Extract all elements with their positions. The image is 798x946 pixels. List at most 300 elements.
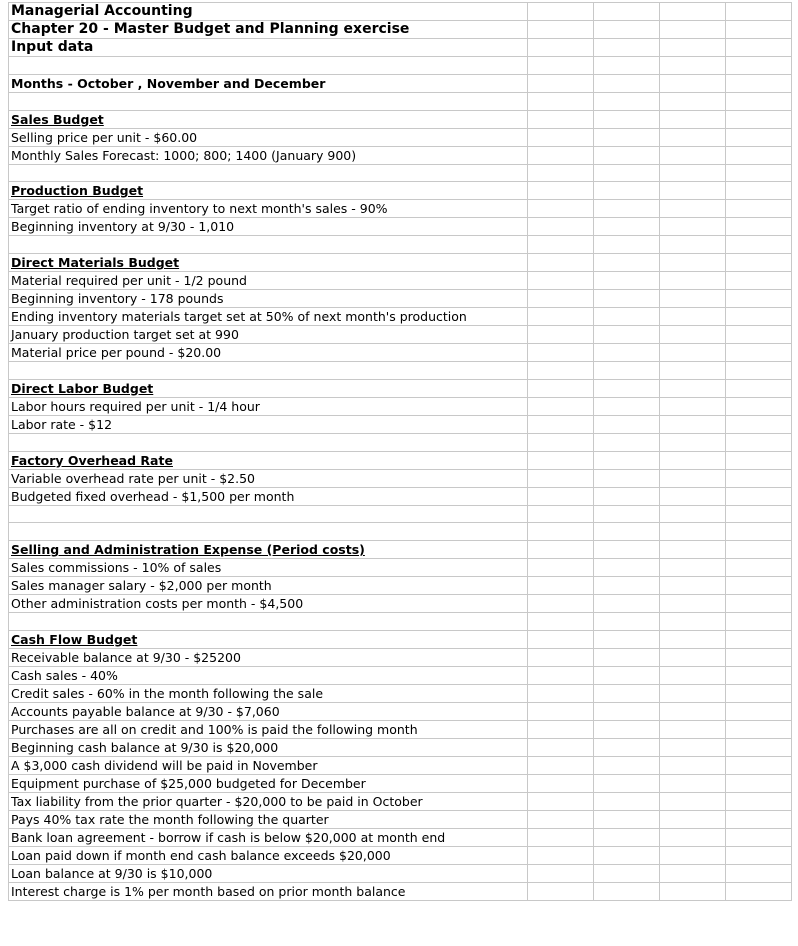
cell-a[interactable] <box>9 92 528 110</box>
cell-text: Chapter 20 - Master Budget and Planning exercise <box>11 21 410 37</box>
cell-empty[interactable] <box>528 254 594 272</box>
cell-empty[interactable] <box>594 433 660 451</box>
cell-empty[interactable] <box>726 577 792 595</box>
cell-empty[interactable] <box>660 720 726 738</box>
cell-empty[interactable] <box>528 362 594 380</box>
cell-empty[interactable] <box>660 21 726 39</box>
cell-empty[interactable] <box>660 326 726 344</box>
cell-text: Target ratio of ending inventory to next month's sales - 90% <box>11 201 388 217</box>
cell-text: Managerial Accounting <box>11 3 193 19</box>
cell-empty[interactable] <box>726 92 792 110</box>
cell-a[interactable] <box>9 577 528 595</box>
sheet-row <box>9 254 792 272</box>
cell-text: Beginning inventory - 178 pounds <box>11 291 224 307</box>
cell-a[interactable] <box>9 828 528 846</box>
cell-a[interactable] <box>9 595 528 613</box>
cell-empty[interactable] <box>726 433 792 451</box>
cell-empty[interactable] <box>594 362 660 380</box>
cell-empty[interactable] <box>528 200 594 218</box>
cell-empty[interactable] <box>660 846 726 864</box>
cell-empty[interactable] <box>660 882 726 900</box>
cell-empty[interactable] <box>594 92 660 110</box>
cell-empty[interactable] <box>528 882 594 900</box>
cell-empty[interactable] <box>594 39 660 57</box>
cell-empty[interactable] <box>528 487 594 505</box>
cell-empty[interactable] <box>594 523 660 541</box>
cell-text: Interest charge is 1% per month based on prior month balance <box>11 883 406 899</box>
cell-empty[interactable] <box>660 254 726 272</box>
cell-empty[interactable] <box>726 882 792 900</box>
sheet-row <box>9 110 792 128</box>
cell-a[interactable] <box>9 415 528 433</box>
cell-empty[interactable] <box>528 738 594 756</box>
cell-empty[interactable] <box>726 344 792 362</box>
cell-empty[interactable] <box>660 397 726 415</box>
sheet-row <box>9 164 792 182</box>
cell-a[interactable] <box>9 433 528 451</box>
cell-empty[interactable] <box>726 164 792 182</box>
cell-text: Purchases are all on credit and 100% is paid the following month <box>11 721 418 737</box>
cell-empty[interactable] <box>594 720 660 738</box>
cell-a[interactable] <box>9 864 528 882</box>
cell-empty[interactable] <box>726 774 792 792</box>
cell-empty[interactable] <box>594 218 660 236</box>
cell-empty[interactable] <box>594 308 660 326</box>
cell-empty[interactable] <box>726 3 792 21</box>
cell-empty[interactable] <box>528 864 594 882</box>
cell-empty[interactable] <box>528 128 594 146</box>
cell-empty[interactable] <box>528 810 594 828</box>
cell-empty[interactable] <box>594 254 660 272</box>
cell-empty[interactable] <box>726 559 792 577</box>
cell-empty[interactable] <box>594 290 660 308</box>
cell-a[interactable] <box>9 469 528 487</box>
cell-empty[interactable] <box>660 810 726 828</box>
sheet-row <box>9 21 792 39</box>
cell-empty[interactable] <box>594 236 660 254</box>
cell-empty[interactable] <box>726 218 792 236</box>
cell-a[interactable] <box>9 738 528 756</box>
cell-empty[interactable] <box>528 684 594 702</box>
cell-empty[interactable] <box>528 3 594 21</box>
cell-a[interactable] <box>9 128 528 146</box>
cell-empty[interactable] <box>726 702 792 720</box>
cell-empty[interactable] <box>594 397 660 415</box>
cell-a[interactable] <box>9 326 528 344</box>
cell-empty[interactable] <box>726 254 792 272</box>
cell-a[interactable] <box>9 110 528 128</box>
cell-empty[interactable] <box>594 379 660 397</box>
cell-empty[interactable] <box>528 828 594 846</box>
cell-empty[interactable] <box>594 559 660 577</box>
cell-a[interactable] <box>9 810 528 828</box>
cell-a[interactable] <box>9 523 528 541</box>
cell-empty[interactable] <box>660 39 726 57</box>
cell-a[interactable] <box>9 756 528 774</box>
cell-a[interactable] <box>9 487 528 505</box>
cell-empty[interactable] <box>528 92 594 110</box>
cell-empty[interactable] <box>726 630 792 648</box>
cell-empty[interactable] <box>660 541 726 559</box>
sheet-row <box>9 864 792 882</box>
cell-empty[interactable] <box>594 57 660 75</box>
cell-empty[interactable] <box>660 630 726 648</box>
cell-text: Budgeted fixed overhead - $1,500 per month <box>11 488 295 504</box>
cell-a[interactable] <box>9 559 528 577</box>
cell-empty[interactable] <box>660 487 726 505</box>
sheet-row <box>9 541 792 559</box>
cell-a[interactable] <box>9 397 528 415</box>
cell-a[interactable] <box>9 684 528 702</box>
cell-text: Production Budget <box>11 183 144 199</box>
cell-a[interactable] <box>9 200 528 218</box>
cell-text: Sales commissions - 10% of sales <box>11 560 222 576</box>
sheet-row <box>9 792 792 810</box>
cell-empty[interactable] <box>528 505 594 523</box>
cell-empty[interactable] <box>660 344 726 362</box>
cell-a[interactable] <box>9 74 528 92</box>
cell-empty[interactable] <box>528 74 594 92</box>
cell-empty[interactable] <box>660 577 726 595</box>
cell-empty[interactable] <box>594 702 660 720</box>
cell-empty[interactable] <box>660 128 726 146</box>
cell-a[interactable] <box>9 344 528 362</box>
cell-empty[interactable] <box>528 182 594 200</box>
cell-empty[interactable] <box>528 379 594 397</box>
cell-empty[interactable] <box>726 469 792 487</box>
cell-empty[interactable] <box>660 523 726 541</box>
cell-a[interactable] <box>9 182 528 200</box>
sheet-row <box>9 828 792 846</box>
cell-empty[interactable] <box>528 218 594 236</box>
cell-empty[interactable] <box>594 613 660 631</box>
cell-empty[interactable] <box>726 684 792 702</box>
cell-empty[interactable] <box>660 146 726 164</box>
cell-empty[interactable] <box>594 684 660 702</box>
cell-empty[interactable] <box>726 756 792 774</box>
cell-empty[interactable] <box>528 326 594 344</box>
cell-empty[interactable] <box>528 164 594 182</box>
cell-a[interactable] <box>9 39 528 57</box>
cell-empty[interactable] <box>660 451 726 469</box>
sheet-row <box>9 362 792 380</box>
cell-empty[interactable] <box>528 774 594 792</box>
cell-a[interactable] <box>9 21 528 39</box>
cell-empty[interactable] <box>726 236 792 254</box>
sheet-row <box>9 182 792 200</box>
cell-empty[interactable] <box>594 146 660 164</box>
cell-empty[interactable] <box>726 290 792 308</box>
cell-empty[interactable] <box>528 110 594 128</box>
cell-a[interactable] <box>9 290 528 308</box>
cell-text: Material required per unit - 1/2 pound <box>11 273 247 289</box>
cell-empty[interactable] <box>528 433 594 451</box>
cell-empty[interactable] <box>726 541 792 559</box>
cell-empty[interactable] <box>726 613 792 631</box>
cell-empty[interactable] <box>594 110 660 128</box>
cell-empty[interactable] <box>660 218 726 236</box>
cell-empty[interactable] <box>726 128 792 146</box>
cell-empty[interactable] <box>528 666 594 684</box>
cell-empty[interactable] <box>594 21 660 39</box>
cell-empty[interactable] <box>528 541 594 559</box>
cell-text: Tax liability from the prior quarter - $20,000 to be paid in October <box>11 793 423 809</box>
cell-empty[interactable] <box>594 469 660 487</box>
cell-a[interactable] <box>9 792 528 810</box>
cell-empty[interactable] <box>594 272 660 290</box>
cell-empty[interactable] <box>594 666 660 684</box>
cell-empty[interactable] <box>594 756 660 774</box>
cell-empty[interactable] <box>528 290 594 308</box>
cell-text: Sales manager salary - $2,000 per month <box>11 578 272 594</box>
cell-empty[interactable] <box>594 128 660 146</box>
cell-empty[interactable] <box>726 182 792 200</box>
cell-empty[interactable] <box>528 720 594 738</box>
cell-a[interactable] <box>9 702 528 720</box>
cell-empty[interactable] <box>660 469 726 487</box>
sheet-row <box>9 505 792 523</box>
cell-empty[interactable] <box>726 864 792 882</box>
cell-text: Direct Labor Budget <box>11 380 154 396</box>
cell-empty[interactable] <box>726 110 792 128</box>
cell-empty[interactable] <box>528 308 594 326</box>
cell-empty[interactable] <box>528 236 594 254</box>
cell-a[interactable] <box>9 666 528 684</box>
sheet-row <box>9 451 792 469</box>
sheet-row <box>9 774 792 792</box>
cell-empty[interactable] <box>660 92 726 110</box>
cell-empty[interactable] <box>726 666 792 684</box>
cell-text: Cash sales - 40% <box>11 667 118 683</box>
cell-empty[interactable] <box>660 828 726 846</box>
cell-empty[interactable] <box>528 21 594 39</box>
cell-empty[interactable] <box>594 595 660 613</box>
cell-empty[interactable] <box>726 523 792 541</box>
cell-empty[interactable] <box>726 720 792 738</box>
cell-empty[interactable] <box>528 630 594 648</box>
cell-empty[interactable] <box>660 505 726 523</box>
cell-empty[interactable] <box>726 21 792 39</box>
cell-empty[interactable] <box>594 577 660 595</box>
cell-empty[interactable] <box>660 595 726 613</box>
cell-text: Equipment purchase of $25,000 budgeted for December <box>11 775 366 791</box>
cell-empty[interactable] <box>726 828 792 846</box>
cell-empty[interactable] <box>726 451 792 469</box>
cell-a[interactable] <box>9 774 528 792</box>
cell-empty[interactable] <box>726 792 792 810</box>
cell-text: Sales Budget <box>11 111 104 127</box>
cell-empty[interactable] <box>594 164 660 182</box>
cell-empty[interactable] <box>660 648 726 666</box>
cell-empty[interactable] <box>660 684 726 702</box>
cell-empty[interactable] <box>660 792 726 810</box>
cell-empty[interactable] <box>594 864 660 882</box>
cell-empty[interactable] <box>528 577 594 595</box>
sheet-row <box>9 630 792 648</box>
sheet-row <box>9 218 792 236</box>
cell-empty[interactable] <box>594 3 660 21</box>
cell-empty[interactable] <box>660 613 726 631</box>
cell-empty[interactable] <box>660 756 726 774</box>
cell-empty[interactable] <box>594 415 660 433</box>
cell-empty[interactable] <box>660 57 726 75</box>
cell-empty[interactable] <box>726 487 792 505</box>
cell-empty[interactable] <box>726 810 792 828</box>
cell-empty[interactable] <box>594 200 660 218</box>
cell-empty[interactable] <box>594 344 660 362</box>
cell-empty[interactable] <box>594 774 660 792</box>
cell-empty[interactable] <box>660 182 726 200</box>
cell-empty[interactable] <box>528 702 594 720</box>
cell-a[interactable] <box>9 648 528 666</box>
cell-empty[interactable] <box>726 648 792 666</box>
cell-a[interactable] <box>9 613 528 631</box>
cell-empty[interactable] <box>660 74 726 92</box>
sheet-row <box>9 397 792 415</box>
cell-empty[interactable] <box>660 379 726 397</box>
sheet-row <box>9 326 792 344</box>
cell-a[interactable] <box>9 254 528 272</box>
cell-empty[interactable] <box>660 164 726 182</box>
cell-empty[interactable] <box>660 738 726 756</box>
cell-empty[interactable] <box>528 595 594 613</box>
cell-empty[interactable] <box>660 559 726 577</box>
cell-empty[interactable] <box>594 810 660 828</box>
cell-a[interactable] <box>9 308 528 326</box>
cell-a[interactable] <box>9 541 528 559</box>
cell-empty[interactable] <box>726 146 792 164</box>
cell-empty[interactable] <box>528 523 594 541</box>
cell-empty[interactable] <box>528 846 594 864</box>
cell-empty[interactable] <box>726 505 792 523</box>
cell-text: Beginning inventory at 9/30 - 1,010 <box>11 219 235 235</box>
sheet-row <box>9 577 792 595</box>
cell-empty[interactable] <box>528 648 594 666</box>
cell-a[interactable] <box>9 379 528 397</box>
cell-empty[interactable] <box>528 397 594 415</box>
cell-empty[interactable] <box>594 630 660 648</box>
cell-grid <box>8 2 792 901</box>
cell-empty[interactable] <box>726 738 792 756</box>
cell-empty[interactable] <box>726 595 792 613</box>
sheet-row <box>9 200 792 218</box>
cell-empty[interactable] <box>660 433 726 451</box>
cell-empty[interactable] <box>594 326 660 344</box>
cell-empty[interactable] <box>594 882 660 900</box>
cell-empty[interactable] <box>528 39 594 57</box>
cell-empty[interactable] <box>726 272 792 290</box>
cell-empty[interactable] <box>660 272 726 290</box>
cell-empty[interactable] <box>528 559 594 577</box>
cell-empty[interactable] <box>594 541 660 559</box>
cell-empty[interactable] <box>528 146 594 164</box>
cell-empty[interactable] <box>528 451 594 469</box>
cell-a[interactable] <box>9 57 528 75</box>
cell-a[interactable] <box>9 630 528 648</box>
sheet-row <box>9 523 792 541</box>
cell-empty[interactable] <box>660 3 726 21</box>
cell-empty[interactable] <box>594 487 660 505</box>
cell-empty[interactable] <box>726 415 792 433</box>
cell-a[interactable] <box>9 505 528 523</box>
cell-empty[interactable] <box>528 415 594 433</box>
cell-text: Months - October , November and December <box>11 75 326 91</box>
cell-empty[interactable] <box>660 290 726 308</box>
cell-empty[interactable] <box>726 397 792 415</box>
cell-text: Other administration costs per month - $4,500 <box>11 596 304 612</box>
cell-text: Monthly Sales Forecast: 1000; 800; 1400 (January 900) <box>11 147 357 163</box>
cell-text: Credit sales - 60% in the month following the sale <box>11 685 324 701</box>
cell-text: Selling price per unit - $60.00 <box>11 129 198 145</box>
sheet-row <box>9 846 792 864</box>
cell-empty[interactable] <box>726 326 792 344</box>
cell-text: Labor hours required per unit - 1/4 hour <box>11 398 260 414</box>
cell-a[interactable] <box>9 218 528 236</box>
sheet-row <box>9 128 792 146</box>
cell-empty[interactable] <box>660 864 726 882</box>
cell-empty[interactable] <box>660 308 726 326</box>
cell-empty[interactable] <box>660 110 726 128</box>
cell-a[interactable] <box>9 236 528 254</box>
cell-empty[interactable] <box>528 469 594 487</box>
sheet-row <box>9 738 792 756</box>
cell-empty[interactable] <box>594 648 660 666</box>
cell-empty[interactable] <box>726 39 792 57</box>
cell-empty[interactable] <box>660 362 726 380</box>
cell-empty[interactable] <box>594 74 660 92</box>
cell-a[interactable] <box>9 720 528 738</box>
cell-empty[interactable] <box>594 182 660 200</box>
cell-empty[interactable] <box>528 792 594 810</box>
cell-empty[interactable] <box>528 272 594 290</box>
cell-a[interactable] <box>9 3 528 21</box>
cell-empty[interactable] <box>726 57 792 75</box>
cell-text: Receivable balance at 9/30 - $25200 <box>11 649 241 665</box>
cell-a[interactable] <box>9 882 528 900</box>
cell-empty[interactable] <box>528 756 594 774</box>
cell-a[interactable] <box>9 362 528 380</box>
cell-empty[interactable] <box>660 415 726 433</box>
cell-empty[interactable] <box>528 613 594 631</box>
cell-empty[interactable] <box>528 57 594 75</box>
cell-empty[interactable] <box>594 846 660 864</box>
cell-empty[interactable] <box>660 666 726 684</box>
cell-a[interactable] <box>9 846 528 864</box>
cell-empty[interactable] <box>660 774 726 792</box>
cell-a[interactable] <box>9 272 528 290</box>
cell-empty[interactable] <box>726 362 792 380</box>
cell-empty[interactable] <box>726 846 792 864</box>
cell-empty[interactable] <box>528 344 594 362</box>
cell-a[interactable] <box>9 451 528 469</box>
cell-empty[interactable] <box>726 308 792 326</box>
cell-empty[interactable] <box>726 200 792 218</box>
cell-empty[interactable] <box>594 792 660 810</box>
cell-empty[interactable] <box>594 738 660 756</box>
cell-empty[interactable] <box>660 200 726 218</box>
cell-empty[interactable] <box>594 828 660 846</box>
cell-a[interactable] <box>9 146 528 164</box>
cell-empty[interactable] <box>594 451 660 469</box>
cell-empty[interactable] <box>726 379 792 397</box>
cell-a[interactable] <box>9 164 528 182</box>
cell-text: Beginning cash balance at 9/30 is $20,000 <box>11 739 279 755</box>
sheet-row <box>9 290 792 308</box>
cell-empty[interactable] <box>594 505 660 523</box>
cell-empty[interactable] <box>726 74 792 92</box>
cell-empty[interactable] <box>660 236 726 254</box>
cell-empty[interactable] <box>660 702 726 720</box>
